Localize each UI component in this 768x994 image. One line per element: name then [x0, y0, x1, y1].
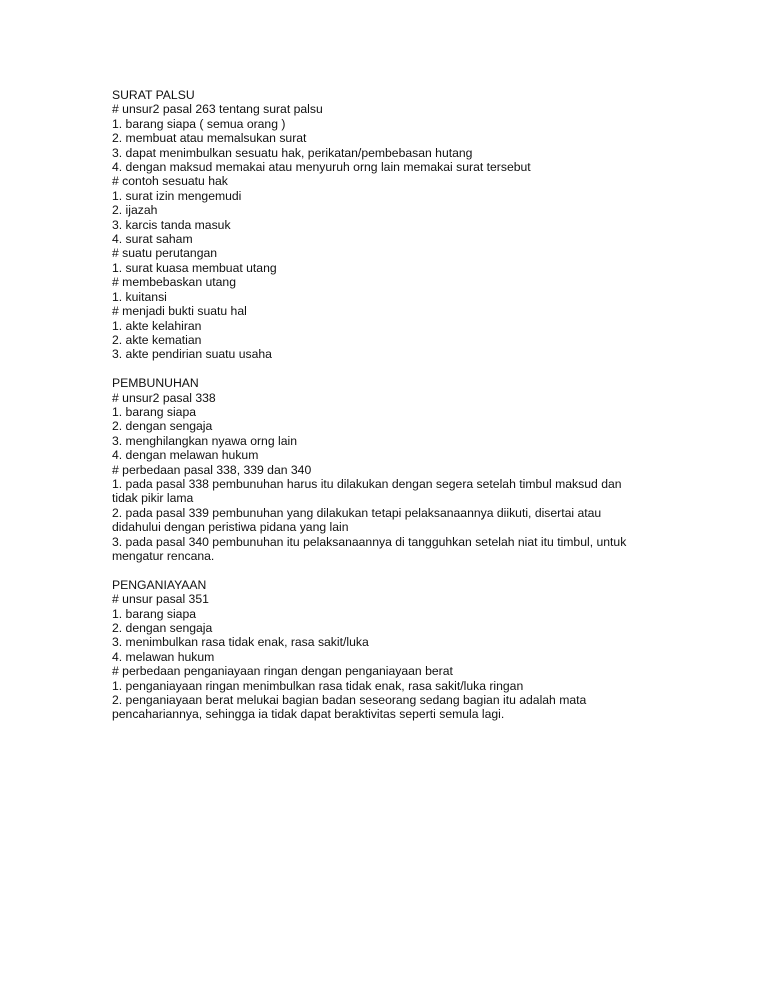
document-page: [112, 88, 652, 736]
text-line: 1. barang siapa: [112, 404, 197, 419]
text-line: 1. kuitansi: [112, 289, 167, 304]
text-line: # menjadi bukti suatu hal: [112, 304, 247, 319]
text-line: didahului dengan peristiwa pidana yang lain: [112, 520, 349, 535]
text-line: 1. surat izin mengemudi: [112, 188, 242, 203]
text-line: 1. surat kuasa membuat utang: [112, 260, 277, 275]
text-line: 2. membuat atau memalsukan surat: [112, 131, 307, 146]
text-line: 1. barang siapa ( semua orang ): [112, 116, 286, 131]
text-line: 3. dapat menimbulkan sesuatu hak, perikatan/pembebasan hutang: [112, 145, 473, 160]
text-line: 2. ijazah: [112, 203, 158, 218]
text-line: tidak pikir lama: [112, 491, 194, 506]
text-line: # unsur2 pasal 263 tentang surat palsu: [112, 102, 323, 117]
text-line: 3. karcis tanda masuk: [112, 217, 231, 232]
text-line: 2. pada pasal 339 pembunuhan yang dilakukan tetapi pelaksanaannya diikuti, disertai atau: [112, 505, 602, 520]
text-line: 2. penganiayaan berat melukai bagian badan seseorang sedang bagian itu adalah mata: [112, 693, 587, 708]
section-title: PEMBUNUHAN: [112, 376, 199, 391]
section-penganiayaan: [112, 578, 652, 722]
text-line: # unsur pasal 351: [112, 592, 209, 607]
section-pembunuhan: [112, 376, 652, 563]
text-line: 1. barang siapa: [112, 606, 197, 621]
text-line: 1. akte kelahiran: [112, 318, 202, 333]
text-line: 4. dengan maksud memakai atau menyuruh orng lain memakai surat tersebut: [112, 160, 531, 175]
text-line: 3. menghilangkan nyawa orng lain: [112, 433, 297, 448]
text-line: 4. melawan hukum: [112, 649, 215, 664]
text-line: 1. penganiayaan ringan menimbulkan rasa tidak enak, rasa sakit/luka ringan: [112, 678, 524, 693]
text-line: 2. dengan sengaja: [112, 419, 213, 434]
section-surat-palsu: [112, 88, 652, 362]
text-line: 4. surat saham: [112, 232, 193, 247]
text-line: 2. akte kematian: [112, 332, 202, 347]
text-line: 3. pada pasal 340 pembunuhan itu pelaksanaannya di tangguhkan setelah niat itu timbul, untuk: [112, 534, 627, 549]
text-line: # suatu perutangan: [112, 246, 218, 261]
text-line: 3. akte pendirian suatu usaha: [112, 347, 272, 362]
text-line: # perbedaan penganiayaan ringan dengan penganiayaan berat: [112, 664, 453, 679]
text-line: 4. dengan melawan hukum: [112, 448, 259, 463]
text-line: 1. pada pasal 338 pembunuhan harus itu dilakukan dengan segera setelah timbul maksud dan: [112, 476, 622, 491]
text-line: # membebaskan utang: [112, 275, 236, 290]
text-line: pencahariannya, sehingga ia tidak dapat beraktivitas seperti semula lagi.: [112, 707, 505, 722]
text-line: 3. menimbulkan rasa tidak enak, rasa sakit/luka: [112, 635, 369, 650]
text-line: 2. dengan sengaja: [112, 621, 213, 635]
section-title: SURAT PALSU: [112, 88, 195, 102]
text-line: # contoh sesuatu hak: [112, 174, 228, 189]
text-line: # unsur2 pasal 338: [112, 390, 216, 405]
text-line: mengatur rencana.: [112, 548, 215, 563]
text-line: # perbedaan pasal 338, 339 dan 340: [112, 462, 312, 477]
section-title: PENGANIAYAAN: [112, 577, 207, 592]
